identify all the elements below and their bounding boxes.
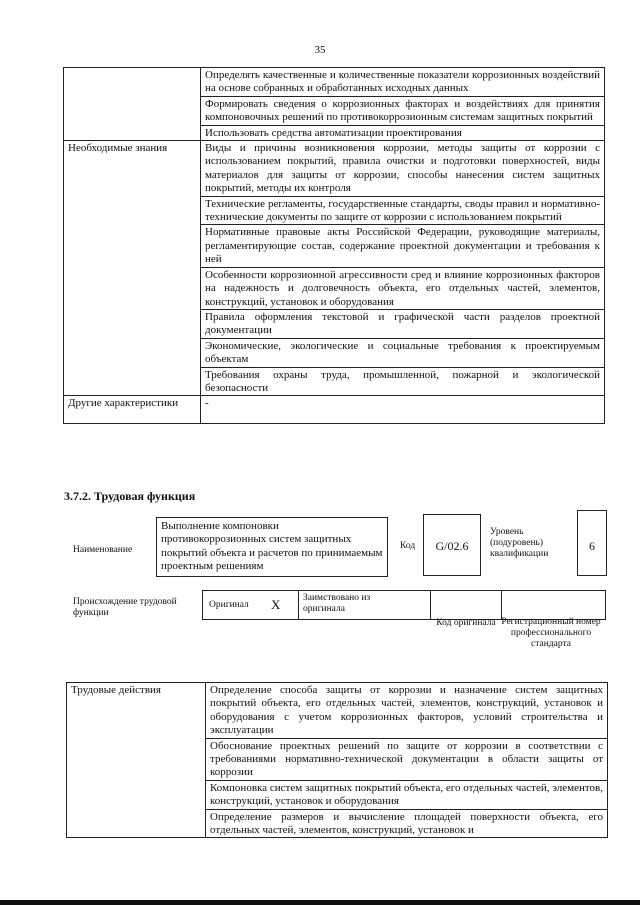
labor-actions-table — [66, 682, 608, 838]
table-row — [64, 141, 605, 197]
table-cell: Использовать средства автоматизации проектирования — [201, 125, 605, 140]
table-cell: Определение способа защиты от коррозии и назначение систем защитных покрытий объекта, его отдельных частей, элементов, конструкций, установок и оборудования с учетом коррозионных факторов, условий строительства и эксплуатации — [206, 683, 608, 739]
table-cell: Виды и причины возникновения коррозии, методы защиты от коррозии с использованием покрытий, правила очистки и подготовки поверхностей, виды материалов для защиты от коррозии, способы нанесения систем защитных покрытий, методы их контроля — [201, 141, 605, 197]
row-label-cell — [64, 68, 201, 141]
borrowed-label: Заимствовано из оригинала — [303, 593, 371, 614]
row-label-cell: Другие характеристики — [64, 396, 201, 424]
original-label: Оригинал — [209, 600, 249, 610]
table-cell: Определять качественные и количественные показатели коррозионных воздействий на основе собранных и обработанных исходных данных — [201, 68, 605, 97]
level-value: 6 — [589, 539, 595, 553]
origin-divider — [501, 591, 502, 619]
level-label: Уровень (подуровень) квалификации — [490, 527, 549, 559]
name-label: Наименование — [73, 545, 133, 555]
code-original-caption: Код оригинала — [436, 618, 496, 628]
table-row — [67, 683, 608, 739]
table-cell: Требования охраны труда, промышленной, пожарной и экологической безопасности — [201, 367, 605, 396]
table-row — [64, 396, 605, 424]
page-number: 35 — [314, 44, 326, 56]
table-cell: Особенности коррозионной агрессивности сред и влияние коррозионных факторов на надежность и долговечность объекта, его отдельных частей, элементов, конструкций, установок и оборудования — [201, 267, 605, 309]
scan-edge — [0, 900, 640, 905]
origin-box — [202, 590, 606, 620]
function-name-box — [156, 517, 388, 577]
table-cell: Экономические, экологические и социальные требования к проектируемым объектам — [201, 338, 605, 367]
table-cell: Формировать сведения о коррозионных факторах и воздействиях для принятия компоновочных решений по противокоррозионным системам защитных покрытий — [201, 96, 605, 125]
code-box — [423, 514, 481, 576]
row-label-cell: Трудовые действия — [67, 683, 206, 838]
table-cell: Правила оформления текстовой и графической части разделов проектной документации — [201, 309, 605, 338]
table-cell: Определение размеров и вычисление площадей поверхности объекта, его отдельных частей, элементов, конструкций, установок и — [206, 809, 608, 838]
original-mark: X — [271, 597, 281, 612]
code-label: Код — [400, 541, 416, 551]
level-box — [577, 510, 607, 576]
origin-label: Происхождение трудовой функции — [73, 597, 177, 618]
table-row — [64, 68, 605, 97]
code-value: G/02.6 — [435, 539, 469, 553]
table-cell: Нормативные правовые акты Российской Федерации, руководящие материалы, регламентирующие состав, содержание проектной документации и требования к ней — [201, 225, 605, 267]
function-name-value: Выполнение компоновки противокоррозионных систем защитных покрытий объекта и расчетов по принимаемым проектным решениям — [161, 520, 383, 573]
origin-divider — [430, 591, 431, 619]
table-cell: Обоснование проектных решений по защите от коррозии в соответствии с требованиями нормативно-технической документации в области защиты от коррозии — [206, 738, 608, 780]
section-heading: 3.7.2. Трудовая функция — [64, 489, 196, 503]
knowledge-table — [63, 67, 605, 424]
table-cell: Компоновка систем защитных покрытий объекта, его отдельных частей, элементов, конструкций, установок и оборудования — [206, 780, 608, 809]
table-cell: - — [201, 396, 605, 424]
reg-number-caption: Регистрационный номер профессионального стандарта — [501, 617, 601, 649]
row-label-cell: Необходимые знания — [64, 141, 201, 396]
origin-divider — [298, 591, 299, 619]
table-cell: Технические регламенты, государственные стандарты, своды правил и нормативно-технические документы по защите от коррозии с использованием покрытий — [201, 196, 605, 225]
